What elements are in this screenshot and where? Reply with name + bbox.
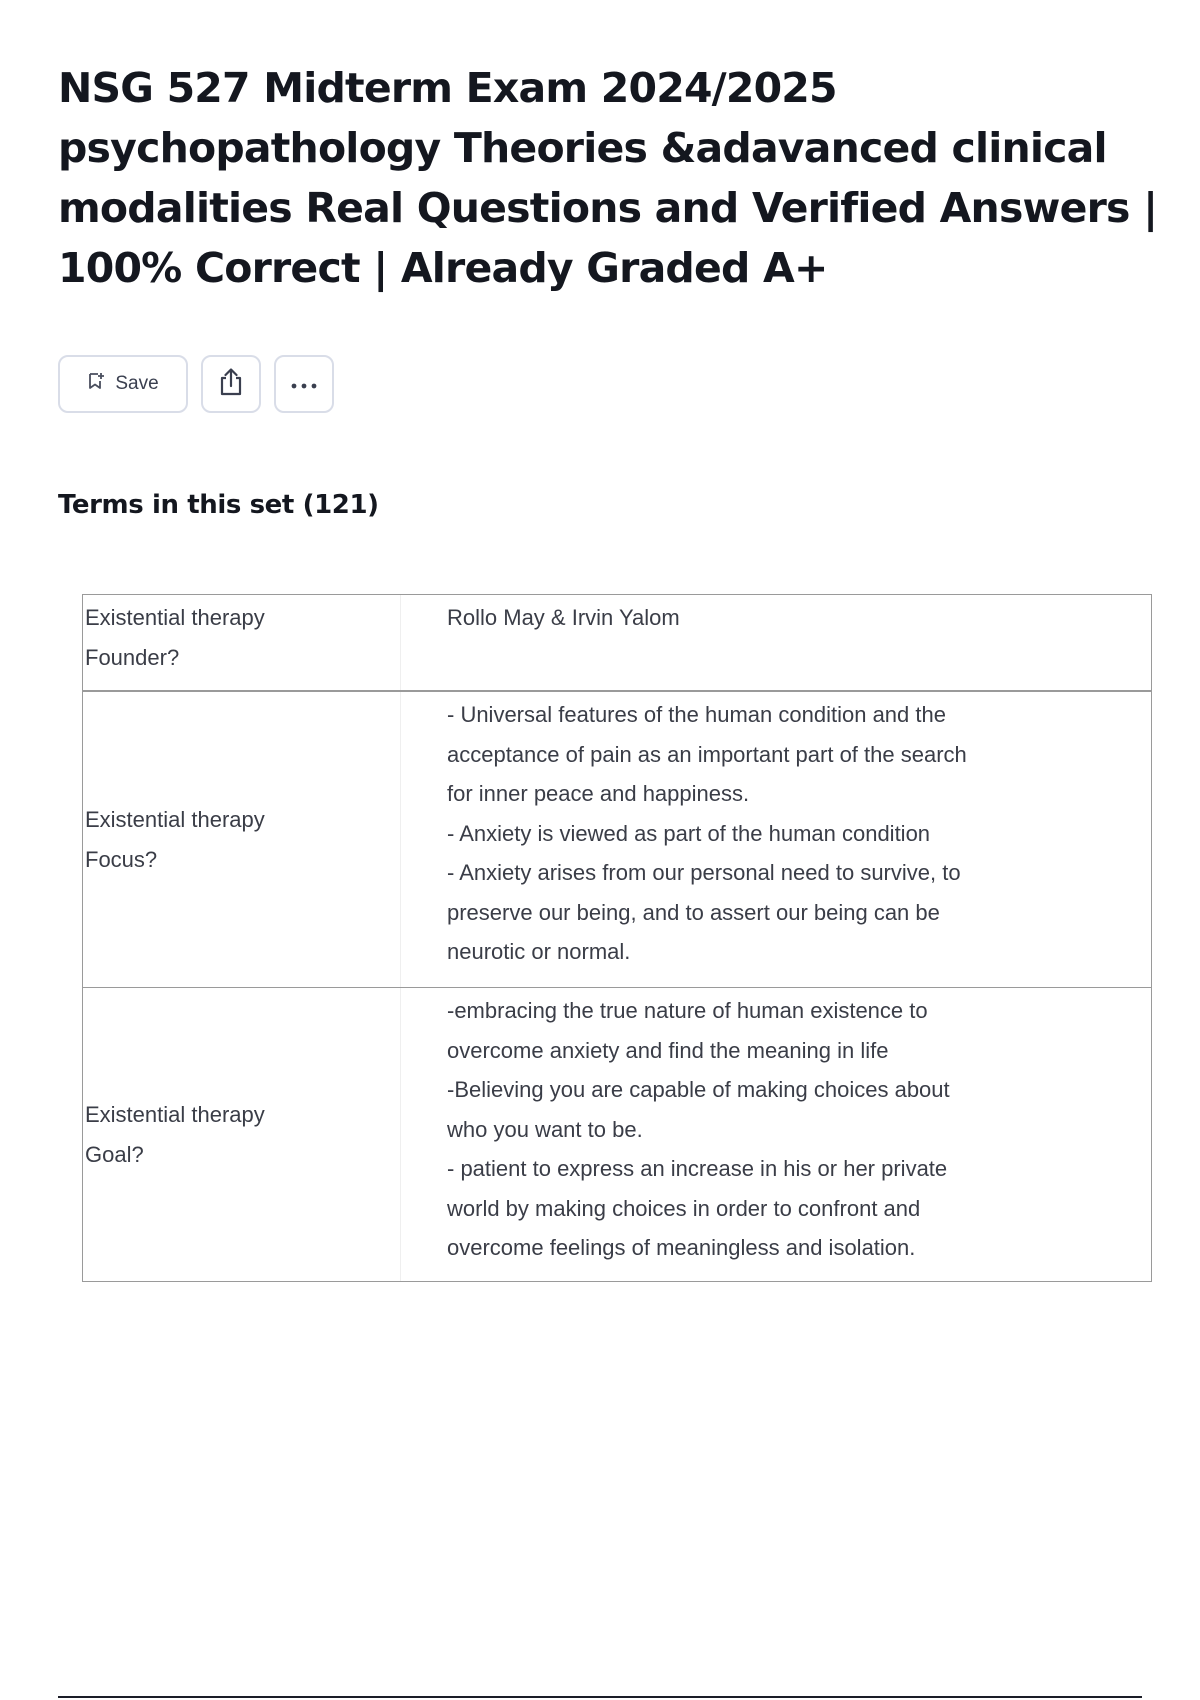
definition-text: -embracing the true nature of human existence to [447,998,928,1023]
term-cell [83,692,401,987]
definition-text: preserve our being, and to assert our being can be [447,899,940,925]
terms-table [82,594,1152,1282]
save-label: Save [115,373,159,394]
term-text: Existential therapy [85,1101,265,1127]
definition-text: overcome feelings of meaningless and isolation. [447,1235,916,1260]
definition-text: -Believing you are capable of making choices about [447,1077,950,1102]
term-cell [83,595,401,690]
definition-text: for inner peace and happiness. [447,781,750,806]
bottom-divider [58,1696,1142,1698]
share-button[interactable] [201,355,261,413]
definition-cell [401,595,1151,690]
definition-cell [401,692,1151,987]
term-text: Focus? [85,846,158,872]
term-row[interactable] [83,987,1151,1281]
definition-text: - Anxiety arises from our personal need to survive, to [447,860,961,885]
bookmark-plus-icon [87,372,105,396]
definition-text: - patient to express an increase in his or her private [447,1156,948,1181]
definition-text: who you want to be. [447,1116,643,1142]
share-icon [217,367,245,401]
term-text: Existential therapy [85,605,265,630]
term-row[interactable] [83,691,1151,987]
definition-cell [401,988,1151,1281]
page-title: NSG 527 Midterm Exam 2024/2025 psychopathology Theories &adavanced clinical modalities Real Questions and Verified Answers | 100% Correct | Already Graded A+ [58,64,1158,292]
definition-text: neurotic or normal. [447,939,631,964]
study-set-page [58,0,1158,1260]
terms-heading: Terms in this set (121) [58,490,379,520]
definition-text: world by making choices in order to confront and [447,1195,921,1221]
more-horizontal-icon [290,375,318,394]
term-cell [83,988,401,1281]
definition-text: acceptance of pain as an important part of the search [447,741,967,767]
definition-text: - Anxiety is viewed as part of the human condition [447,820,931,846]
more-button[interactable] [274,355,334,413]
term-text: Goal? [85,1141,144,1167]
definition-text: Rollo May & Irvin Yalom [447,605,680,630]
term-text: Existential therapy [85,806,265,832]
definition-text: - Universal features of the human condition and the [447,702,946,727]
definition-text: overcome anxiety and find the meaning in life [447,1037,889,1063]
save-button[interactable] [58,355,188,413]
term-row[interactable] [83,595,1151,691]
term-text: Founder? [85,645,180,670]
action-bar [58,355,334,413]
